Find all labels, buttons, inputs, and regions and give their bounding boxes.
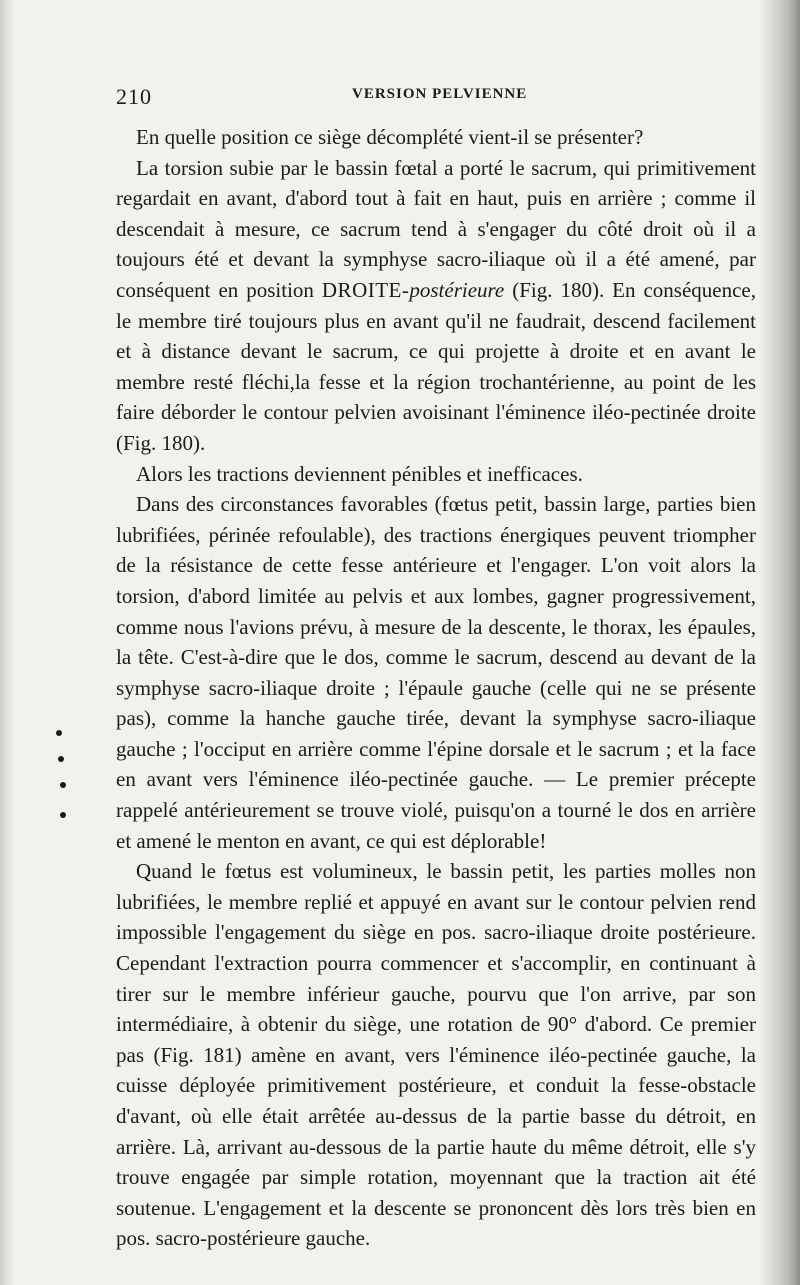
running-title: VERSION PELVIENNE bbox=[352, 86, 528, 102]
paragraph-text: En quelle position ce siège décomplété vient-il se présenter? bbox=[136, 125, 644, 149]
margin-dot bbox=[58, 756, 64, 762]
position-small-caps: DROITE- bbox=[321, 277, 410, 302]
paragraph-foetus-volumineux bbox=[116, 856, 756, 1254]
paragraph-text-continued: (Fig. 180). En conséquence, le membre tiré toujours plus en avant qu'il ne faudrait, descend facilement et à distance devant le sacrum, ce qui projette à droite et en avant le membre resté fléchi,la fesse et la région trochantérienne, au point de les faire déborder le contour pelvien avoisinant l'éminence iléo-pectinée droite (Fig. 180). bbox=[116, 277, 756, 455]
paragraph-text: La torsion subie par le bassin fœtal a porté le sacrum, qui primitivement regardait en avant, d'abord tout à fait en haut, puis en arrière ; comme il descendait à mesure, ce sacrum tend à s'engager du côté droit où il a toujours été et devant la symphyse sacro-iliaque où il a été amené, par conséquent en position bbox=[116, 155, 756, 302]
margin-marks bbox=[54, 730, 68, 830]
margin-dot bbox=[56, 730, 62, 736]
paragraph-question bbox=[116, 122, 756, 153]
scan-edge-shadow-left bbox=[0, 0, 14, 1285]
paragraph-text: Dans des circonstances favorables (fœtus petit, bassin large, parties bien lubrifiées, périnée refoulable), des tractions énergiques peuvent triompher de la résistance de cette fesse antérieure et l'engager. L'on voit alors la torsion, d'abord limitée au pelvis et aux lombes, gagner progressivement, comme nous l'avions prévu, à mesure de la descente, le thorax, les épaules, la tête. C'est-à-dire que le dos, comme le sacrum, descend au devant de la symphyse sacro-iliaque droite ; l'épaule gauche (celle qui ne se présente pas), comme la hanche gauche tirée, devant la symphyse sacro-iliaque gauche ; l'occiput en arrière comme l'épine dorsale et le sacrum ; et la face en avant vers l'éminence iléo-pectinée gauche. — Le premier précepte rappelé antérieurement se trouve violé, puisqu'on a tourné le dos en arrière et amené le menton en avant, ce qui est déplorable! bbox=[116, 492, 756, 853]
margin-dot bbox=[60, 812, 66, 818]
paragraph-text: Quand le fœtus est volumineux, le bassin petit, les parties molles non lubrifiées, le membre replié et appuyé en avant sur le contour pelvien rend impossible l'engagement du siège en pos. sacro-iliaque droite postérieure. Cependant l'extraction pourra commencer et s'accomplir, en continuant à tirer sur le membre inférieur gauche, pourvu que l'on arrive, par son intermédiaire, à obtenir du siège, une rotation de 90° d'abord. Ce premier pas (Fig. 181) amène en avant, vers l'éminence iléo-pectinée gauche, la cuisse déployée primitivement postérieure, et conduit la fesse-obstacle d'avant, où elle était arrêtée au-dessus de la partie basse du détroit, en arrière. Là, arrivant au-dessous de la partie haute du même détroit, elle s'y trouve engagée par simple rotation, moyennant que la traction ait été soutenue. L'engagement et la descente se prononcent dès lors très bien en pos. sacro-postérieure gauche. bbox=[116, 859, 756, 1251]
paragraph-tractions bbox=[116, 459, 756, 490]
position-italic: postérieure bbox=[409, 277, 505, 302]
page-number: 210 bbox=[116, 84, 152, 109]
paragraph-text: Alors les tractions deviennent pénibles et inefficaces. bbox=[136, 461, 583, 486]
body-text bbox=[116, 122, 756, 1254]
scan-edge-shadow-right bbox=[760, 0, 800, 1285]
book-page bbox=[116, 78, 756, 1268]
margin-dot bbox=[60, 782, 66, 788]
paragraph-torsion bbox=[116, 153, 756, 459]
paragraph-circonstances bbox=[116, 489, 756, 856]
page-header bbox=[116, 78, 756, 122]
